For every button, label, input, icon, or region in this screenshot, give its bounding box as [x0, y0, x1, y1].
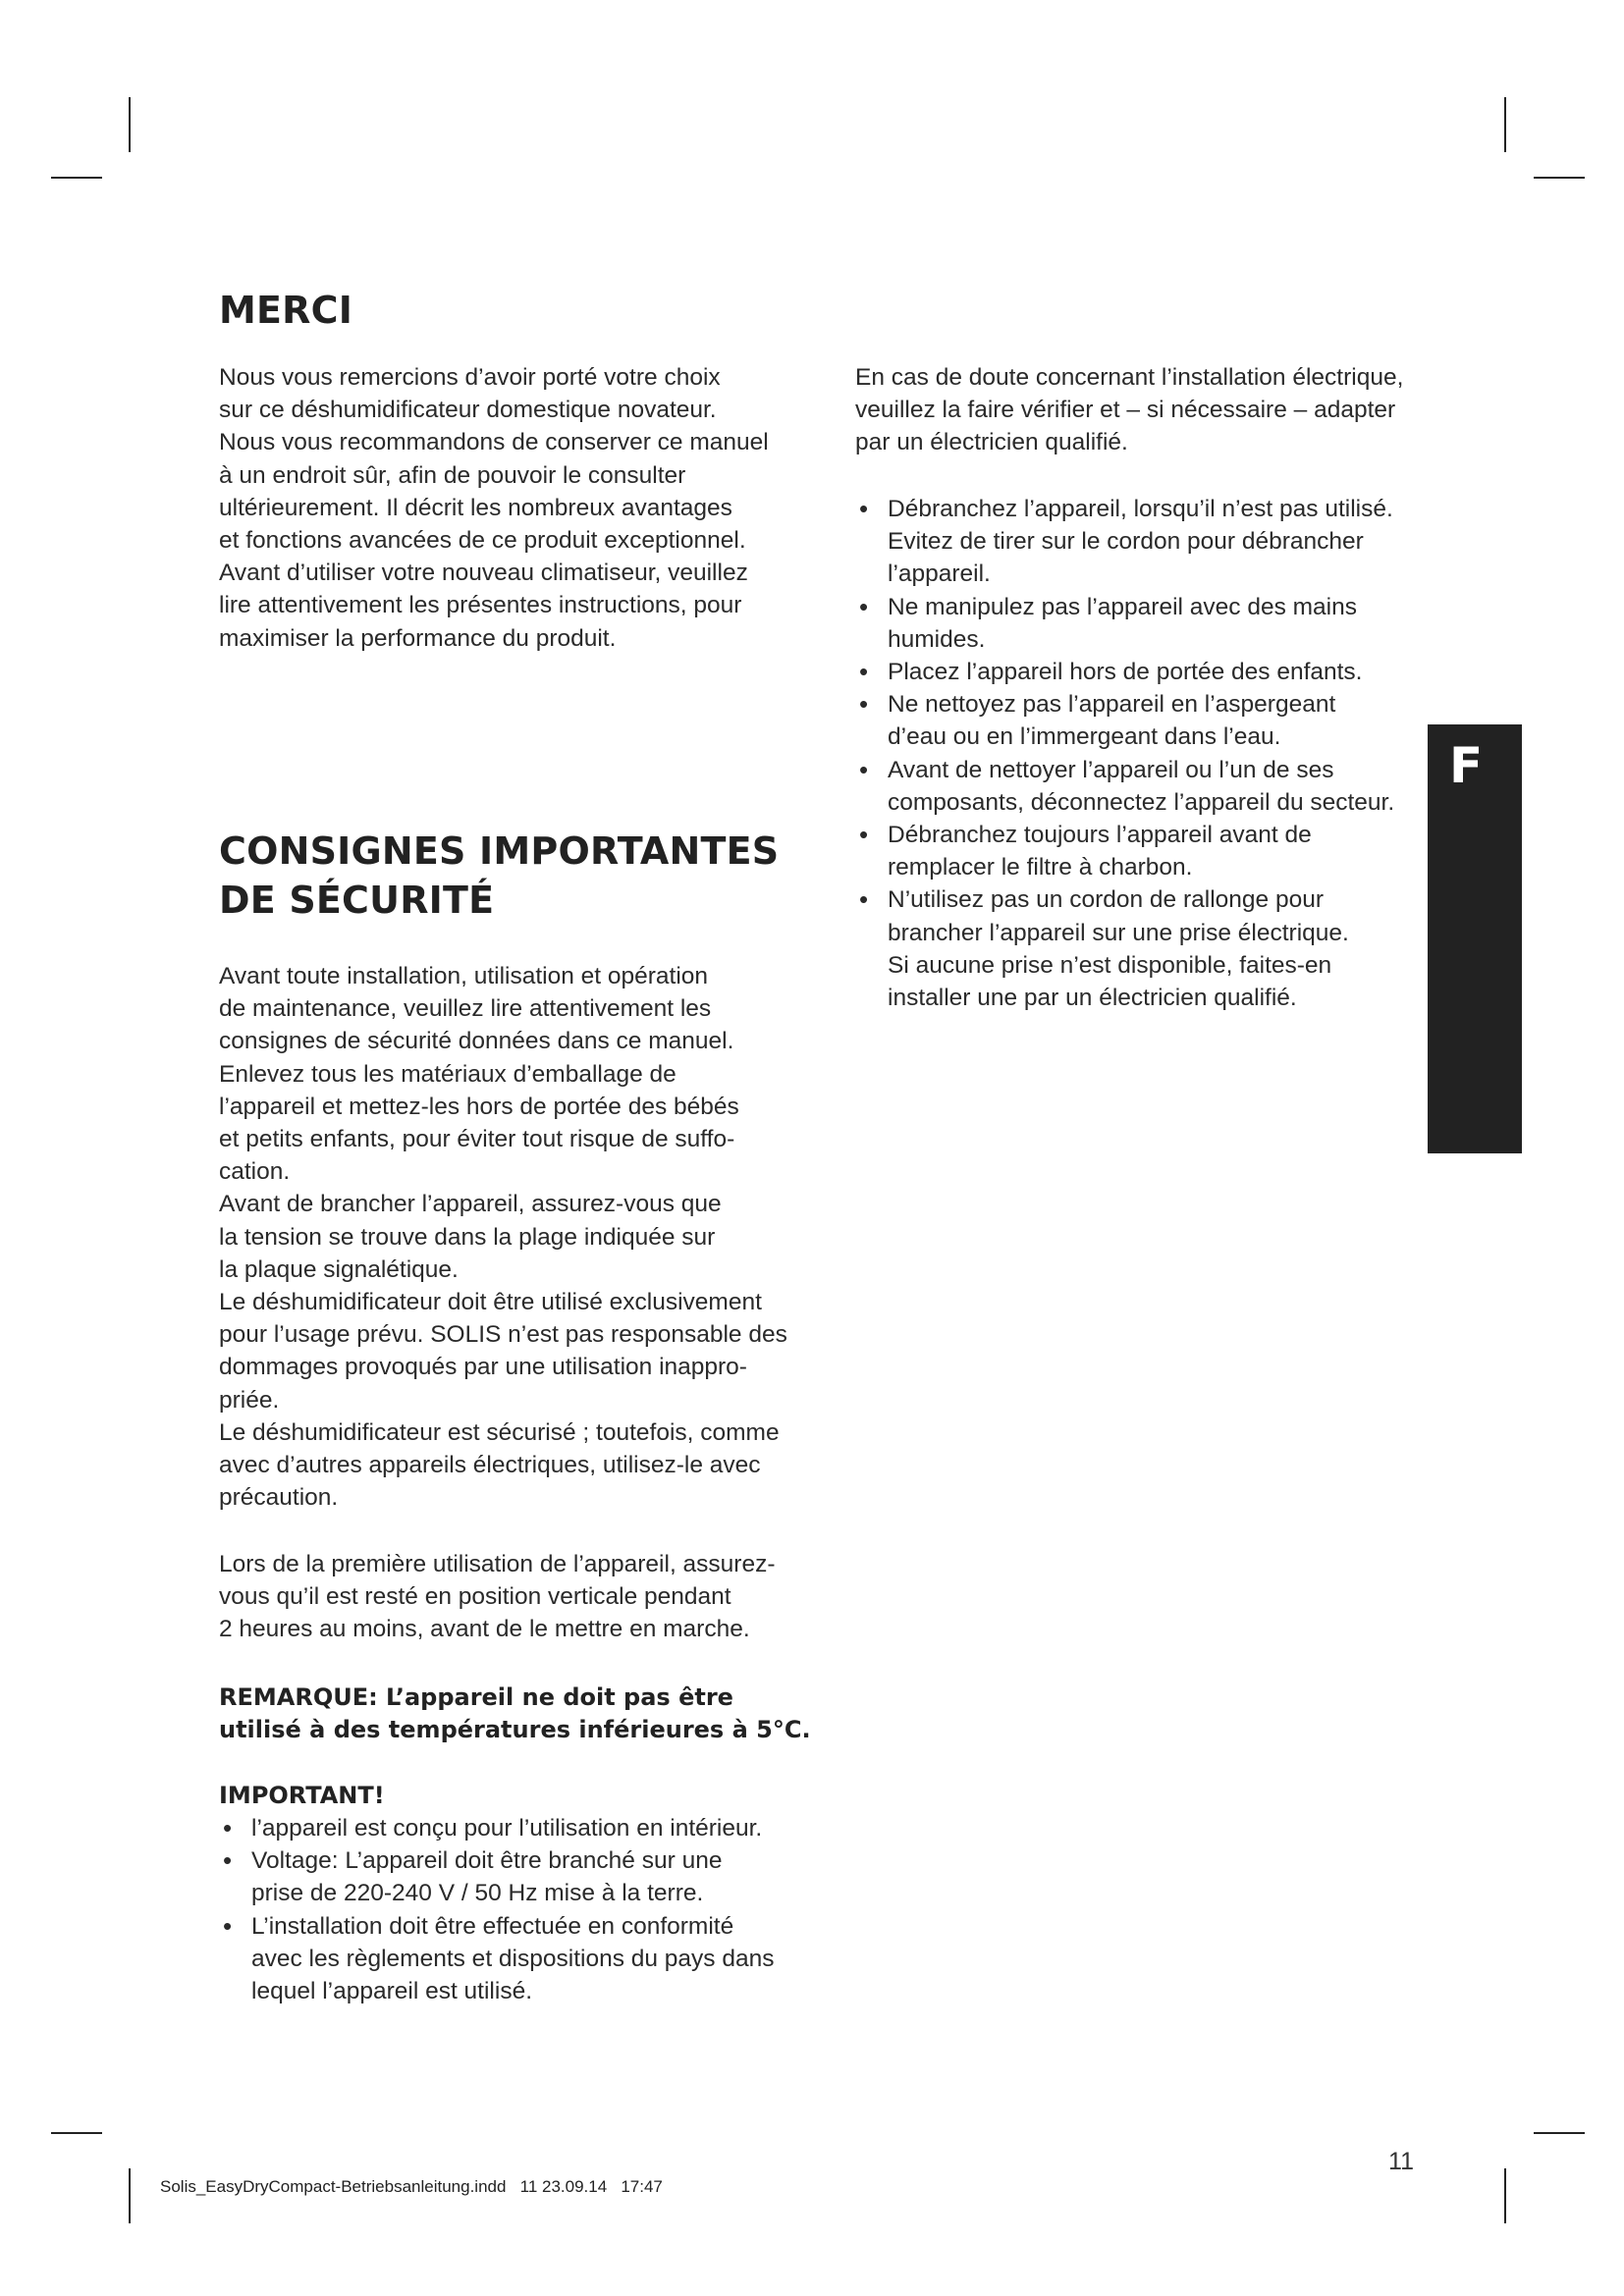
list-item: • Avant de nettoyer l’appareil ou l’un de ses composants, déconnectez l’appareil du secteur. [855, 754, 1425, 819]
safety-bullet-list [855, 493, 1425, 1014]
merci-heading: MERCI [219, 289, 353, 332]
crop-mark-bottom-right-h [1534, 2132, 1585, 2134]
list-item: • Ne nettoyez pas l’appareil en l’aspergeant d’eau ou en l’immergeant dans l’eau. [855, 688, 1425, 753]
list-item: • Ne manipulez pas l’appareil avec des mains humides. [855, 591, 1425, 656]
crop-mark-top-left [129, 97, 131, 152]
crop-mark-bottom-right [1504, 2168, 1506, 2223]
remark-note: REMARQUE: L’appareil ne doit pas être utilisé à des températures inférieures à 5°C. [219, 1683, 811, 1743]
language-tab-letter: F [1449, 737, 1484, 794]
electrical-doubt-paragraph: En cas de doute concernant l’installation électrique, veuillez la faire vérifier et – si nécessaire – adapter par un électricien qualifié. [855, 364, 1404, 456]
crop-mark-top-right-h [1534, 177, 1585, 179]
language-tab [1428, 724, 1522, 1153]
safety-heading-line2: DE SÉCURITÉ [219, 879, 495, 922]
safety-paragraph-2: Lors de la première utilisation de l’appareil, assurez- vous qu’il est resté en position verticale pendant 2 heures au moins, avant de le mettre en marche. [219, 1551, 776, 1643]
important-heading: IMPORTANT! [219, 1782, 385, 1809]
safety-paragraph-1: Avant toute installation, utilisation et opération de maintenance, veuillez lire attentivement les consignes de sécurité données dans ce manuel. Enlevez tous les matériaux d’emballage de l’appareil et mettez-les hors de portée des bébés et petits enfants, pour éviter tout risque de suffo- cation. Avant de brancher l’appareil, assurez-vous que la tension se trouve dans la plage indiquée sur la plaque signalétique. Le déshumidificateur doit être utilisé exclusivement pour l’usage prévu. SOLIS n’est pas responsable des dommages provoqués par une utilisation inappro- priée. Le déshumidificateur est sécurisé ; toutefois, comme avec d’autres appareils électriques, utilisez-le avec précaution. [219, 963, 787, 1512]
safety-heading [219, 827, 828, 925]
list-item: • Voltage: L’appareil doit être branché sur une prise de 220-240 V / 50 Hz mise à la terre. [219, 1844, 828, 1909]
merci-paragraph: Nous vous remercions d’avoir porté votre choix sur ce déshumidificateur domestique novateur. Nous vous recommandons de conserver ce manuel à un endroit sûr, afin de pouvoir le consulter ultérieurement. Il décrit les nombreux avantages et fonctions avancées de ce produit exceptionnel. Avant d’utiliser votre nouveau climatiseur, veuillez lire attentivement les présentes instructions, pour maximiser la performance du produit. [219, 364, 769, 652]
crop-mark-top-right [1504, 97, 1506, 152]
list-item: • Placez l’appareil hors de portée des enfants. [855, 656, 1425, 688]
list-item: • L’installation doit être effectuée en conformité avec les règlements et dispositions du pays dans lequel l’appareil est utilisé. [219, 1910, 828, 2008]
crop-mark-bottom-left-h [51, 2132, 102, 2134]
safety-heading-line1: CONSIGNES IMPORTANTES [219, 829, 780, 873]
page-number: 11 [1388, 2148, 1414, 2175]
list-item: • Débranchez l’appareil, lorsqu’il n’est pas utilisé. Evitez de tirer sur le cordon pour débrancher l’appareil. [855, 493, 1425, 591]
crop-mark-bottom-left [129, 2168, 131, 2223]
print-slug: Solis_EasyDryCompact-Betriebsanleitung.indd 11 23.09.14 17:47 [160, 2177, 663, 2196]
list-item: • N’utilisez pas un cordon de rallonge pour brancher l’appareil sur une prise électrique. Si aucune prise n’est disponible, faites-en installer une par un électricien qualifié. [855, 883, 1425, 1014]
list-item: • l’appareil est conçu pour l’utilisation en intérieur. [219, 1812, 828, 1844]
important-list [219, 1812, 828, 2007]
list-item: • Débranchez toujours l’appareil avant de remplacer le filtre à charbon. [855, 819, 1425, 883]
crop-mark-top-left-h [51, 177, 102, 179]
